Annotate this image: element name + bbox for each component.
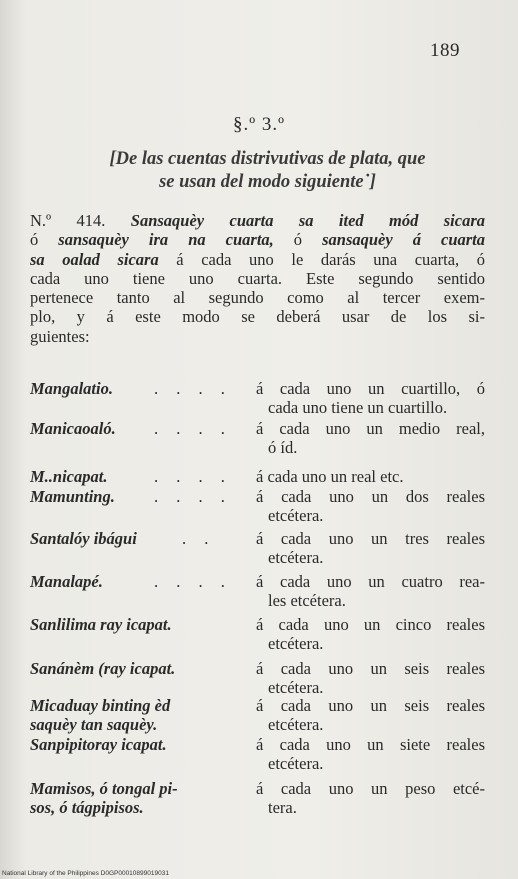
entry-meaning-line: ó íd. bbox=[268, 437, 298, 457]
native-term: sansaquèy á cuarta bbox=[322, 230, 485, 250]
paragraph-text: ó bbox=[30, 230, 59, 250]
entry-meaning-line: á cada uno un seis reales bbox=[256, 659, 485, 678]
entry-term-line: Sanánèm (ray icapat. bbox=[30, 659, 176, 678]
entry-meaning bbox=[256, 488, 485, 525]
page-number: 189 bbox=[430, 40, 460, 61]
entry-meaning bbox=[256, 530, 485, 567]
native-term: sansaquèy ira na cuarta, bbox=[58, 230, 274, 250]
entry-term-line: Sanlilima ray icapat. bbox=[30, 615, 172, 634]
entry-term-line: Micaduay binting èd bbox=[30, 696, 171, 715]
title-line: [De las cuentas distrivutivas de plata, que bbox=[109, 149, 426, 169]
section-title bbox=[40, 148, 495, 194]
entry-term-line: Santalóy ibágui bbox=[30, 529, 137, 548]
paragraph-text: cada uno tiene uno cuarta. Este segundo sentido bbox=[30, 268, 485, 288]
section-heading: §.º 3.º bbox=[232, 114, 286, 135]
entry-meaning bbox=[256, 468, 485, 487]
entry-meaning-line: á cada uno un cuatro rea- bbox=[256, 572, 485, 591]
entry-term bbox=[30, 697, 250, 734]
entry-meaning-line: les etcétera. bbox=[268, 590, 346, 610]
paragraph-line bbox=[30, 250, 485, 269]
native-term: Sansaquèy cuarta sa ited mód sicara bbox=[130, 211, 485, 230]
entry-meaning-line: etcétera. bbox=[268, 714, 324, 734]
entry-meaning bbox=[256, 780, 485, 817]
entry-meaning-line: á cada uno un peso etcé- bbox=[256, 779, 485, 798]
title-line: se usan del modo siguiente˙] bbox=[159, 172, 376, 192]
leader-dots: . . . . bbox=[154, 419, 232, 438]
entry-term-line: Mangalatio. bbox=[30, 379, 113, 398]
entry-meaning-line: cada uno tiene un cuartillo. bbox=[268, 397, 448, 417]
intro-paragraph bbox=[30, 211, 485, 346]
entry-term-line: M..nicapat. bbox=[30, 467, 108, 486]
entry-term-line: Sanpipitoray icapat. bbox=[30, 735, 167, 754]
paragraph-text: guientes: bbox=[30, 326, 90, 346]
entry-term bbox=[30, 660, 250, 679]
entry-meaning bbox=[256, 616, 485, 653]
entry-meaning bbox=[256, 736, 485, 773]
paragraph-line bbox=[30, 230, 485, 249]
entry-term-line: Mamunting. bbox=[30, 487, 115, 506]
paragraph-line bbox=[30, 288, 485, 307]
paragraph-text: plo, y á este modo se deberá usar de los si- bbox=[30, 307, 485, 327]
library-footer: National Library of the Philippines D0GP00010899019031 bbox=[2, 870, 169, 877]
entry-meaning-line: etcétera. bbox=[268, 677, 324, 697]
leader-dots: . . . . bbox=[154, 572, 232, 591]
entry-meaning bbox=[256, 420, 485, 457]
entry-meaning bbox=[256, 573, 485, 610]
leader-dots: . . . . bbox=[154, 379, 232, 398]
entry-meaning-line: á cada uno un cinco reales bbox=[256, 615, 485, 634]
entry-meaning-line: á cada uno un cuartillo, ó bbox=[256, 379, 485, 398]
native-term: sa oalad sicara bbox=[30, 249, 159, 269]
entry-meaning-line: á cada uno un medio real, bbox=[256, 419, 485, 438]
paragraph-line bbox=[30, 307, 485, 326]
entry-term-line: sos, ó tágpipisos. bbox=[30, 797, 144, 817]
paragraph-text: á cada uno le darás una cuarta, ó bbox=[158, 249, 485, 269]
leader-dots: . . . . bbox=[154, 467, 232, 486]
entry-meaning-line: etcétera. bbox=[268, 505, 324, 525]
entry-meaning-line: á cada uno un dos reales bbox=[256, 487, 485, 506]
entry-term-line: Manalapé. bbox=[30, 572, 103, 591]
entry-meaning-line: etcétera. bbox=[268, 633, 324, 653]
leader-dots: . . bbox=[182, 529, 216, 548]
entry-meaning-line: á cada uno un siete reales bbox=[256, 735, 485, 754]
paragraph-line bbox=[30, 211, 485, 230]
paragraph-text: N.º 414. bbox=[30, 211, 131, 230]
entry-meaning-line: á cada uno un seis reales bbox=[256, 696, 485, 715]
entry-term-line: Manicaoaló. bbox=[30, 419, 116, 438]
paragraph-text: ó bbox=[273, 230, 323, 250]
entry-term-line: saquèy tan saquèy. bbox=[30, 714, 158, 734]
entry-meaning bbox=[256, 660, 485, 697]
entry-term bbox=[30, 780, 250, 817]
entry-meaning bbox=[256, 697, 485, 734]
entry-term bbox=[30, 736, 250, 755]
entry-term-line: Mamisos, ó tongal pi- bbox=[30, 779, 178, 798]
paragraph-line bbox=[30, 327, 485, 346]
entry-meaning bbox=[256, 380, 485, 417]
paragraph-text: pertenece tanto al segundo como al tercer exem- bbox=[30, 288, 485, 308]
entry-meaning-line: etcétera. bbox=[268, 547, 324, 567]
entry-meaning-line: tera. bbox=[268, 797, 297, 817]
entry-meaning-line: etcétera. bbox=[268, 753, 324, 773]
entry-term bbox=[30, 616, 250, 635]
paragraph-line bbox=[30, 269, 485, 288]
entry-meaning-line: á cada uno un real etc. bbox=[256, 467, 404, 486]
leader-dots: . . . . bbox=[154, 487, 232, 506]
entry-term bbox=[30, 530, 250, 549]
entry-meaning-line: á cada uno un tres reales bbox=[256, 529, 485, 548]
